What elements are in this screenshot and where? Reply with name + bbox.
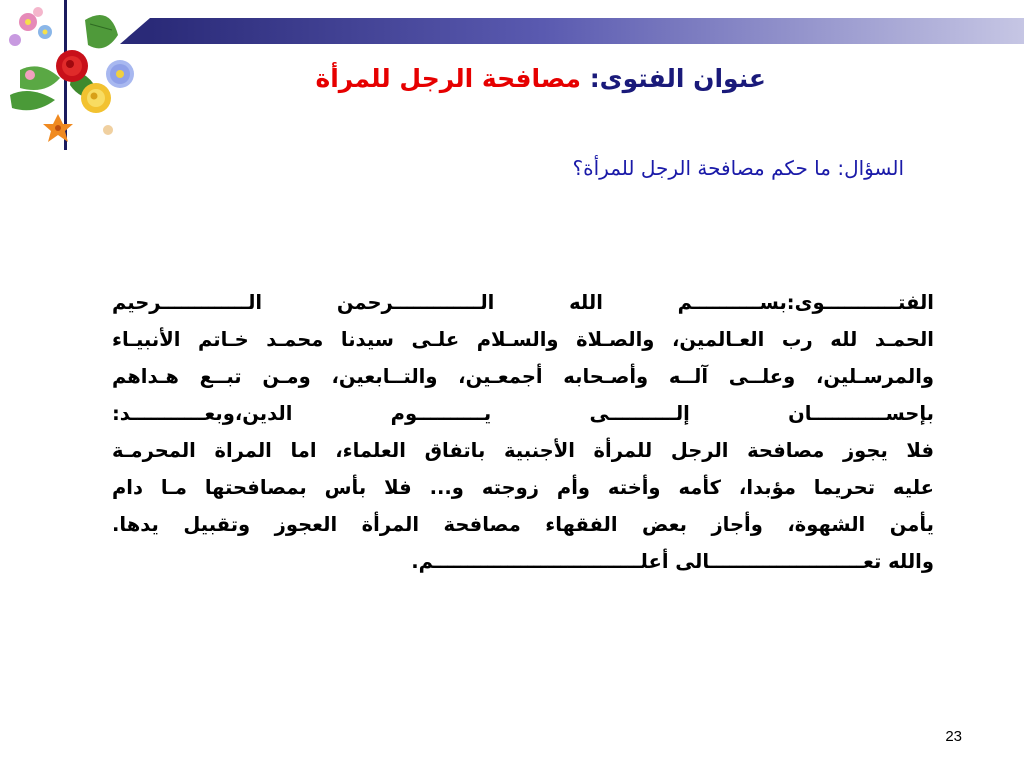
slide-title (315, 64, 766, 93)
slide-number: 23 (945, 728, 962, 745)
answer-line: الفتـــــــــــوى:بســــــــــم الله الـــــــــــــرحمن الـــــــــــــرحيم (112, 291, 934, 314)
answer-line: يأمن الشهوة، وأجاز بعض الفقهاء مصافحة المرأة العجوز وتقبيل يدها. (112, 513, 934, 536)
question-text: السؤال: ما حكم مصافحة الرجل للمرأة؟ (572, 156, 904, 180)
answer-paragraph (112, 284, 934, 580)
answer-line: الحمـد لله رب العـالمين، والصـلاة والسـلام علـى سيدنا محمـد خـاتم الأنبيـاء (112, 328, 934, 351)
title-label: عنوان الفتوى: (589, 64, 766, 93)
flower-bouquet-icon (0, 0, 150, 155)
answer-line: بإحســـــــــــان إلــــــــــى يــــــــــوم الدين،وبعـــــــــــد: (112, 402, 934, 425)
answer-line: والله تعـــــــــــــــــــــــالى أعلـــــــــــــــــــــــــــــــم. (411, 550, 934, 573)
answer-line: والمرسـلين، وعلــى آلــه وأصـحابه أجمعـين، والتــابعين، ومـن تبــع هـداهم (112, 365, 934, 388)
answer-line: فلا يجوز مصافحة الرجل للمرأة الأجنبية باتفاق العلماء، اما المراة المحرمـة (112, 439, 934, 462)
answer-line: عليه تحريما مؤبدا، كأمه وأخته وأم زوجته و... فلا بأس بمصافحتها مـا دام (112, 476, 934, 499)
title-value: مصافحة الرجل للمرأة (315, 64, 581, 93)
header-band (150, 18, 1024, 44)
